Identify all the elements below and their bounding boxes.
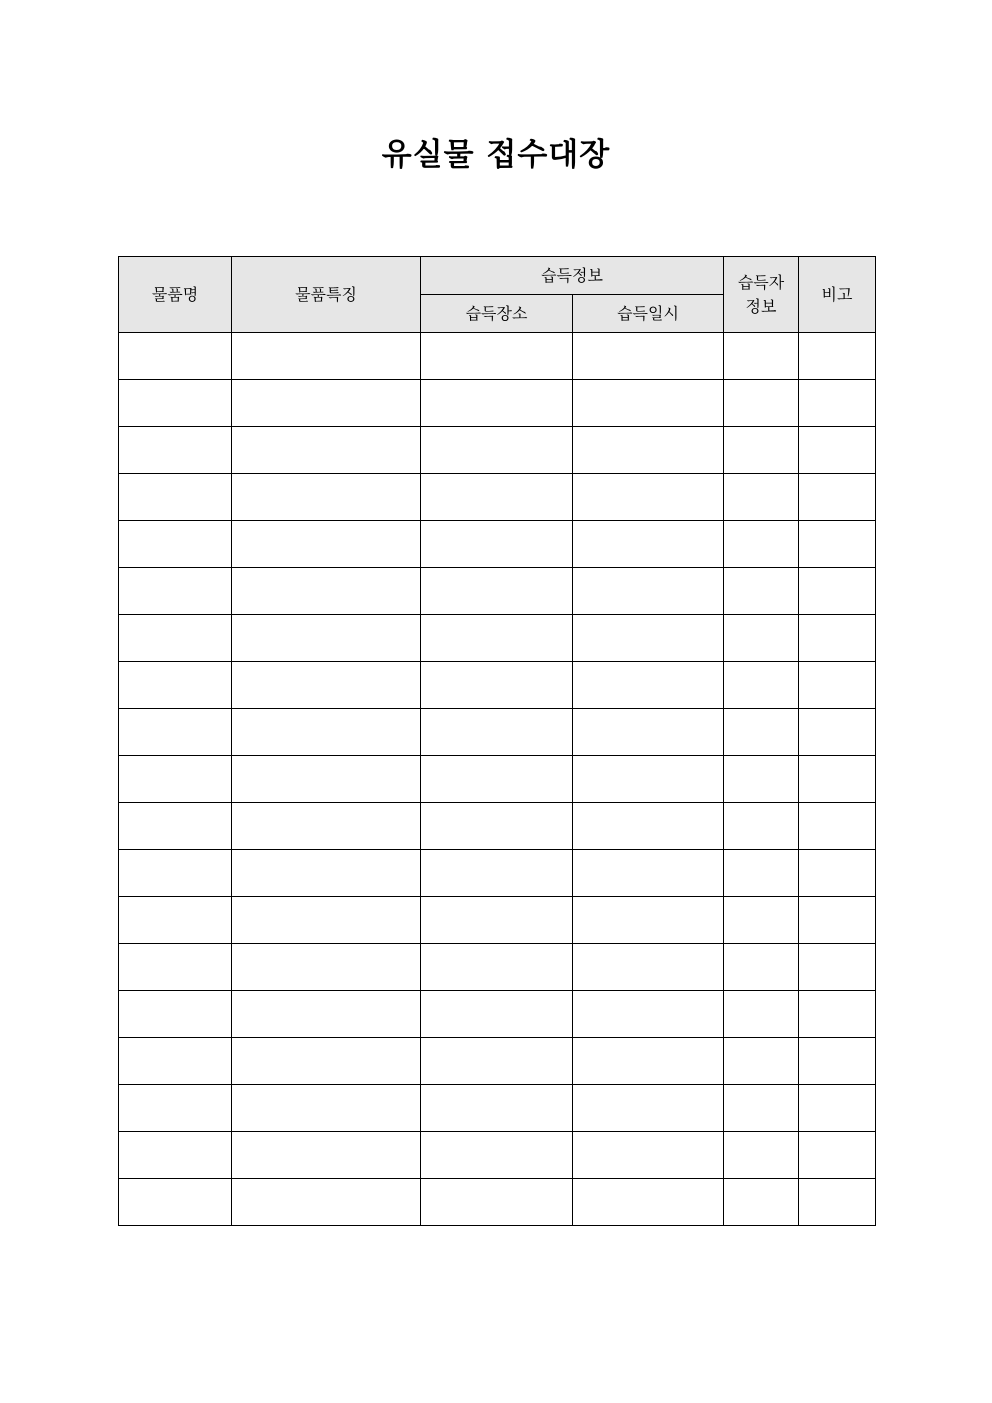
- cell-item-features[interactable]: [232, 709, 421, 756]
- table-row: [119, 615, 876, 662]
- cell-finder-info[interactable]: [724, 709, 799, 756]
- cell-item-name[interactable]: [119, 756, 232, 803]
- cell-item-features[interactable]: [232, 756, 421, 803]
- cell-found-place[interactable]: [421, 850, 573, 897]
- cell-item-features[interactable]: [232, 662, 421, 709]
- cell-finder-info[interactable]: [724, 991, 799, 1038]
- cell-item-features[interactable]: [232, 1132, 421, 1179]
- cell-item-name[interactable]: [119, 850, 232, 897]
- cell-item-features[interactable]: [232, 568, 421, 615]
- cell-found-place[interactable]: [421, 756, 573, 803]
- cell-finder-info[interactable]: [724, 568, 799, 615]
- cell-finder-info[interactable]: [724, 380, 799, 427]
- cell-finder-info[interactable]: [724, 333, 799, 380]
- cell-remarks[interactable]: [799, 1179, 876, 1226]
- cell-item-name[interactable]: [119, 333, 232, 380]
- cell-found-datetime[interactable]: [573, 1179, 724, 1226]
- header-item-name: 물품명: [119, 257, 232, 333]
- cell-item-name[interactable]: [119, 1179, 232, 1226]
- table-row: [119, 756, 876, 803]
- table-row: [119, 850, 876, 897]
- cell-found-datetime[interactable]: [573, 427, 724, 474]
- table-header: [119, 257, 876, 333]
- header-finder-info: 습득자 정보: [724, 257, 799, 333]
- cell-item-name[interactable]: [119, 568, 232, 615]
- header-found-info: 습득정보: [421, 257, 724, 295]
- cell-found-place[interactable]: [421, 803, 573, 850]
- table-row: [119, 1038, 876, 1085]
- header-remarks: 비고: [799, 257, 876, 333]
- cell-remarks[interactable]: [799, 897, 876, 944]
- cell-remarks[interactable]: [799, 615, 876, 662]
- cell-item-name[interactable]: [119, 897, 232, 944]
- table-row: [119, 709, 876, 756]
- cell-found-place[interactable]: [421, 1038, 573, 1085]
- cell-finder-info[interactable]: [724, 615, 799, 662]
- cell-remarks[interactable]: [799, 1085, 876, 1132]
- cell-found-place[interactable]: [421, 333, 573, 380]
- table-row: [119, 991, 876, 1038]
- cell-finder-info[interactable]: [724, 1038, 799, 1085]
- cell-remarks[interactable]: [799, 1038, 876, 1085]
- cell-item-name[interactable]: [119, 521, 232, 568]
- cell-found-datetime[interactable]: [573, 756, 724, 803]
- header-item-features: 물품특징: [232, 257, 421, 333]
- cell-finder-info[interactable]: [724, 1179, 799, 1226]
- table-row: [119, 333, 876, 380]
- cell-finder-info[interactable]: [724, 944, 799, 991]
- cell-finder-info[interactable]: [724, 1132, 799, 1179]
- cell-found-place[interactable]: [421, 1132, 573, 1179]
- cell-item-name[interactable]: [119, 474, 232, 521]
- cell-found-datetime[interactable]: [573, 1038, 724, 1085]
- table-row: [119, 662, 876, 709]
- table-row: [119, 1085, 876, 1132]
- table-row: [119, 474, 876, 521]
- cell-item-name[interactable]: [119, 1038, 232, 1085]
- cell-found-datetime[interactable]: [573, 615, 724, 662]
- cell-found-place[interactable]: [421, 709, 573, 756]
- cell-found-place[interactable]: [421, 991, 573, 1038]
- cell-item-features[interactable]: [232, 897, 421, 944]
- cell-finder-info[interactable]: [724, 474, 799, 521]
- cell-remarks[interactable]: [799, 991, 876, 1038]
- table-row: [119, 380, 876, 427]
- page-title: 유실물 접수대장: [381, 137, 611, 173]
- cell-item-name[interactable]: [119, 380, 232, 427]
- cell-finder-info[interactable]: [724, 897, 799, 944]
- cell-item-features[interactable]: [232, 944, 421, 991]
- cell-found-place[interactable]: [421, 1085, 573, 1132]
- table-row: [119, 944, 876, 991]
- cell-item-features[interactable]: [232, 850, 421, 897]
- cell-found-datetime[interactable]: [573, 897, 724, 944]
- cell-found-datetime[interactable]: [573, 709, 724, 756]
- table-row: [119, 803, 876, 850]
- cell-finder-info[interactable]: [724, 1085, 799, 1132]
- cell-found-place[interactable]: [421, 474, 573, 521]
- table-row: [119, 427, 876, 474]
- cell-found-place[interactable]: [421, 897, 573, 944]
- table-row: [119, 521, 876, 568]
- cell-found-datetime[interactable]: [573, 333, 724, 380]
- cell-item-features[interactable]: [232, 521, 421, 568]
- cell-found-place[interactable]: [421, 944, 573, 991]
- cell-remarks[interactable]: [799, 850, 876, 897]
- header-row: [119, 257, 876, 295]
- cell-found-datetime[interactable]: [573, 662, 724, 709]
- table-row: [119, 897, 876, 944]
- cell-found-datetime[interactable]: [573, 803, 724, 850]
- cell-item-name[interactable]: [119, 803, 232, 850]
- cell-found-datetime[interactable]: [573, 944, 724, 991]
- cell-finder-info[interactable]: [724, 662, 799, 709]
- cell-found-datetime[interactable]: [573, 474, 724, 521]
- cell-remarks[interactable]: [799, 474, 876, 521]
- cell-found-datetime[interactable]: [573, 1132, 724, 1179]
- cell-found-datetime[interactable]: [573, 568, 724, 615]
- cell-remarks[interactable]: [799, 709, 876, 756]
- cell-remarks[interactable]: [799, 427, 876, 474]
- cell-finder-info[interactable]: [724, 756, 799, 803]
- cell-item-features[interactable]: [232, 991, 421, 1038]
- cell-found-place[interactable]: [421, 427, 573, 474]
- table-row: [119, 1179, 876, 1226]
- cell-found-datetime[interactable]: [573, 850, 724, 897]
- cell-remarks[interactable]: [799, 1132, 876, 1179]
- cell-remarks[interactable]: [799, 521, 876, 568]
- cell-item-features[interactable]: [232, 380, 421, 427]
- cell-finder-info[interactable]: [724, 427, 799, 474]
- cell-item-features[interactable]: [232, 1085, 421, 1132]
- cell-found-place[interactable]: [421, 615, 573, 662]
- cell-finder-info[interactable]: [724, 850, 799, 897]
- cell-remarks[interactable]: [799, 756, 876, 803]
- cell-remarks[interactable]: [799, 333, 876, 380]
- cell-item-name[interactable]: [119, 662, 232, 709]
- cell-finder-info[interactable]: [724, 803, 799, 850]
- cell-remarks[interactable]: [799, 380, 876, 427]
- header-found-place: 습득장소: [421, 295, 573, 333]
- cell-item-name[interactable]: [119, 1132, 232, 1179]
- cell-item-name[interactable]: [119, 709, 232, 756]
- cell-item-features[interactable]: [232, 1179, 421, 1226]
- cell-item-features[interactable]: [232, 615, 421, 662]
- cell-item-name[interactable]: [119, 1085, 232, 1132]
- lost-item-ledger-table: [118, 256, 876, 1226]
- cell-item-features[interactable]: [232, 1038, 421, 1085]
- header-found-datetime: 습득일시: [573, 295, 724, 333]
- cell-remarks[interactable]: [799, 803, 876, 850]
- table-row: [119, 568, 876, 615]
- cell-item-features[interactable]: [232, 474, 421, 521]
- cell-item-name[interactable]: [119, 991, 232, 1038]
- cell-found-datetime[interactable]: [573, 1085, 724, 1132]
- cell-found-place[interactable]: [421, 380, 573, 427]
- cell-finder-info[interactable]: [724, 521, 799, 568]
- cell-found-datetime[interactable]: [573, 521, 724, 568]
- cell-item-name[interactable]: [119, 615, 232, 662]
- cell-found-datetime[interactable]: [573, 991, 724, 1038]
- cell-found-place[interactable]: [421, 662, 573, 709]
- cell-found-place[interactable]: [421, 1179, 573, 1226]
- cell-found-place[interactable]: [421, 521, 573, 568]
- cell-item-features[interactable]: [232, 427, 421, 474]
- cell-remarks[interactable]: [799, 662, 876, 709]
- cell-found-datetime[interactable]: [573, 380, 724, 427]
- cell-item-name[interactable]: [119, 944, 232, 991]
- cell-item-features[interactable]: [232, 803, 421, 850]
- cell-remarks[interactable]: [799, 944, 876, 991]
- cell-remarks[interactable]: [799, 568, 876, 615]
- cell-item-name[interactable]: [119, 427, 232, 474]
- table-body: [119, 333, 876, 1226]
- cell-found-place[interactable]: [421, 568, 573, 615]
- cell-item-features[interactable]: [232, 333, 421, 380]
- table-row: [119, 1132, 876, 1179]
